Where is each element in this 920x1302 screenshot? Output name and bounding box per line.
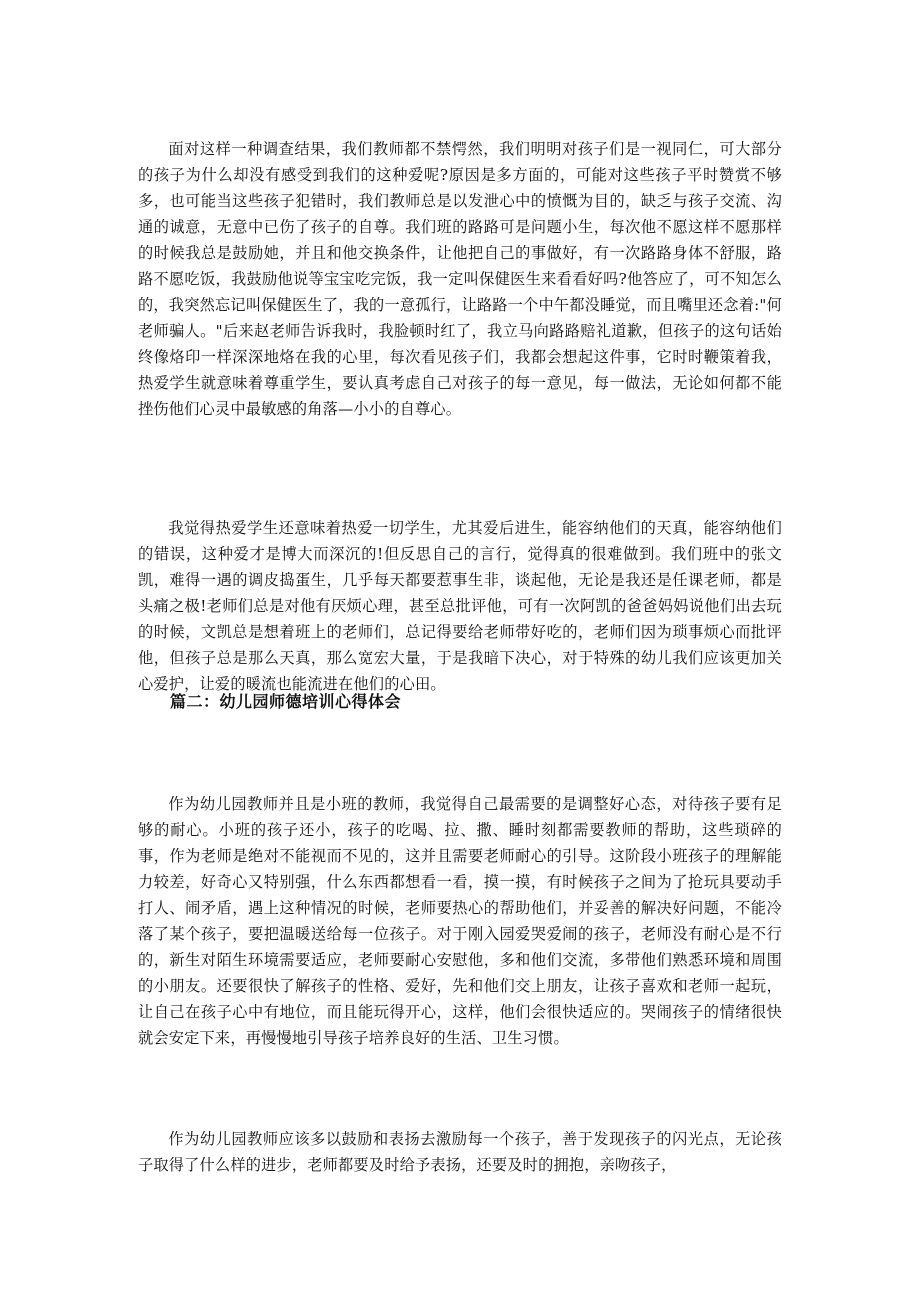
body-paragraph: 我觉得热爱学生还意味着热爱一切学生，尤其爱后进生，能容纳他们的天真，能容纳他们的错误，这种爱才是博大而深沉的!但反思自己的言行，觉得真的很难做到。我们班中的张文凯，难得一遇的调皮捣蛋生，几乎每天都要惹事生非，谈起他，无论是我还是任课老师，都是头痛之极!老师们总是对他有厌烦心理，甚至总批评他，可有一次阿凯的爸爸妈妈说他们出去玩的时候，文凯总是想着班上的老师们，总记得要给老师带好吃的，老师们因为琐事烦心而批评他，但孩子总是那么天真，那么宽宏大量，于是我暗下决心，对于特殊的幼儿我们应该更加关心爱护，让爱的暖流也能流进在他们的心田。 — [138, 519, 782, 693]
section-heading: 篇二：幼儿园师德培训心得体会 — [170, 692, 402, 711]
body-paragraph: 作为幼儿园教师并且是小班的教师，我觉得自己最需要的是调整好心态，对待孩子要有足够的耐心。小班的孩子还小，孩子的吃喝、拉、撒、睡时刻都需要教师的帮助，这些琐碎的事，作为老师是绝对不能视而不见的，这并且需要老师耐心的引导。这阶段小班孩子的理解能力较差，好奇心又特别强，什么东西都想看一看，摸一摸，有时候孩子之间为了抢玩具要动手打人、闹矛盾，遇上这种情况的时候，老师要热心的帮助他们，并妥善的解决好问题，不能冷落了某个孩子，要把温暖送给每一位孩子。对于刚入园爱哭爱闹的孩子，老师没有耐心是不行的，新生对陌生环境需要适应，老师要耐心安慰他，多和他们交流，多带他们熟悉环境和周围的小朋友。还要很快了解孩子的性格、爱好，先和他们交上朋友，让孩子喜欢和老师一起玩，让自己在孩子心中有地位，而且能玩得开心，这样，他们会很快适应的。哭闹孩子的情绪很快就会安定下来，再慢慢地引导孩子培养良好的生活、卫生习惯。 — [138, 795, 782, 1047]
body-paragraph: 作为幼儿园教师应该多以鼓励和表扬去激励每一个孩子，善于发现孩子的闪光点，无论孩子取得了什么样的进步，老师都要及时给予表扬，还要及时的拥抱，亲吻孩子， — [138, 1130, 782, 1174]
body-paragraph: 面对这样一种调查结果，我们教师都不禁愕然，我们明明对孩子们是一视同仁，可大部分的孩子为什么却没有感受到我们的这种爱呢?原因是多方面的，可能对这些孩子平时赞赏不够多，也可能当这些孩子犯错时，我们教师总是以发泄心中的愤慨为目的，缺乏与孩子交流、沟通的诚意，无意中已伤了孩子的自尊。我们班的路路可是问题小生，每次他不愿这样不愿那样的时候我总是鼓励她，并且和他交换条件，让他把自己的事做好，有一次路路身体不舒服，路路不愿吃饭，我鼓励他说等宝宝吃完饭，我一定叫保健医生来看看好吗?他答应了，可不知怎么的，我突然忘记叫保健医生了，我的一意孤行，让路路一个中午都没睡觉，而且嘴里还念着:"何老师骗人。"后来赵老师告诉我时，我脸顿时红了，我立马向路路赔礼道歉，但孩子的这句话始终像烙印一样深深地烙在我的心里，每次看见孩子们，我都会想起这件事，它时时鞭策着我，热爱学生就意味着尊重学生，要认真考虑自己对孩子的每一意见，每一做法，无论如何都不能挫伤他们心灵中最敏感的角落—小小的自尊心。 — [138, 140, 782, 418]
